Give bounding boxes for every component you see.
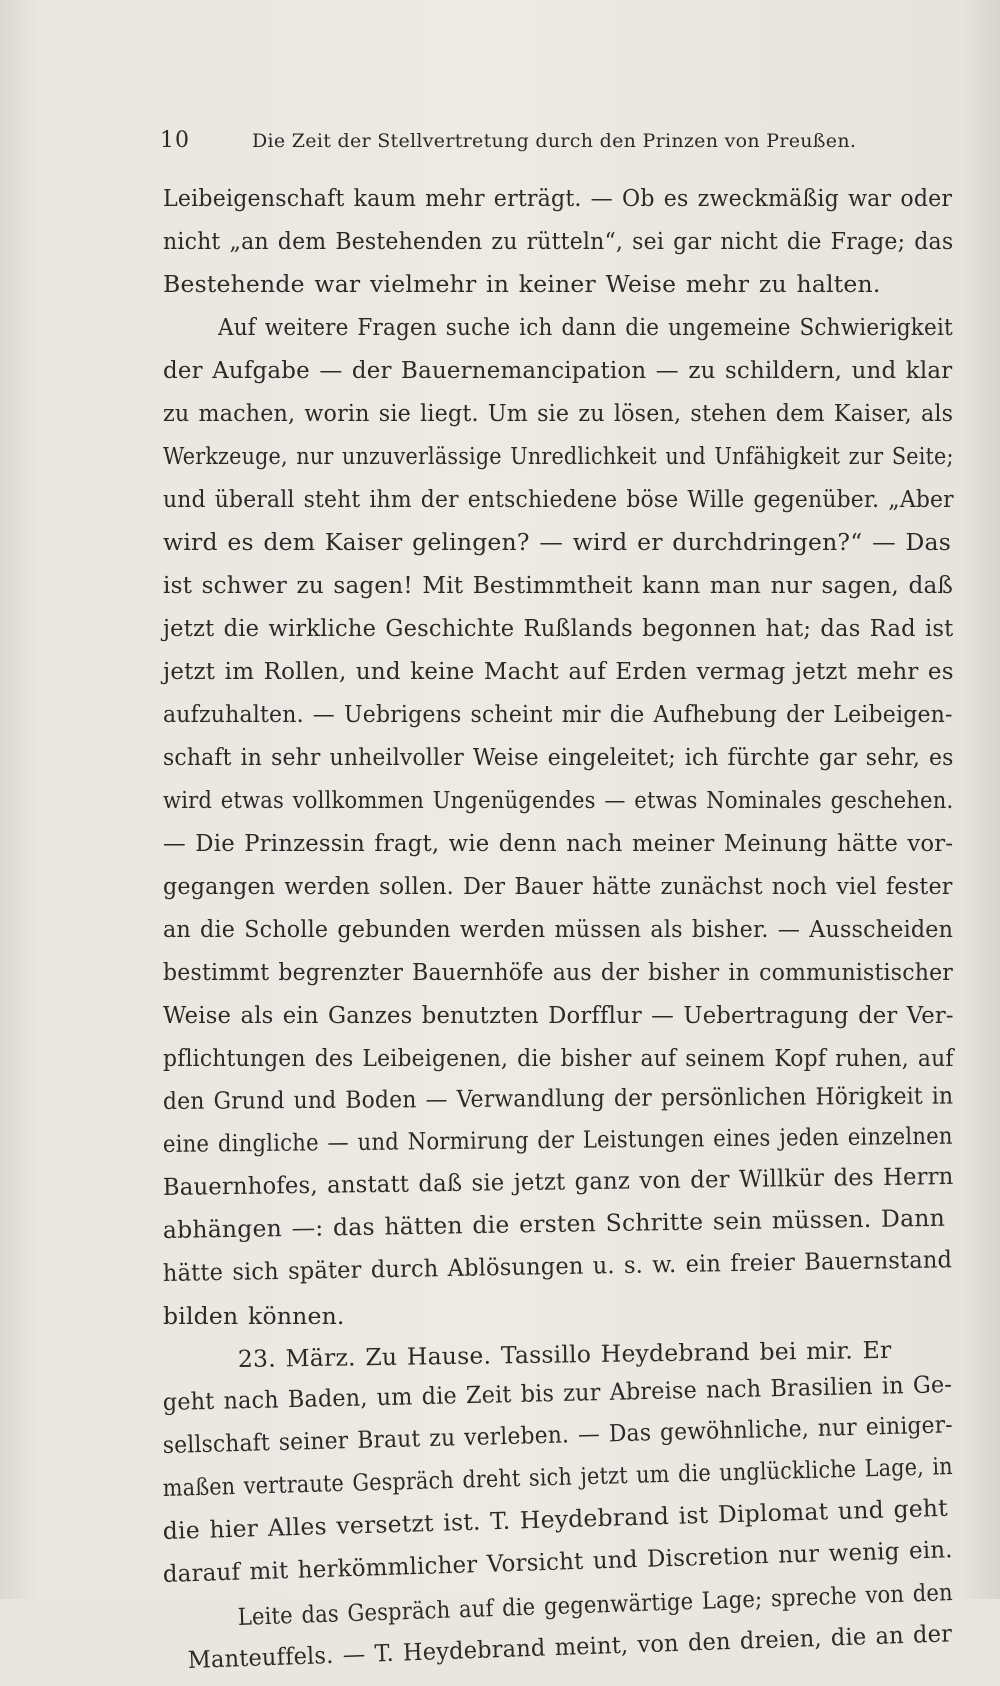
text-line: geht nach Baden, um die Zeit bis zur Abreise nach Brasilien in Ge-	[162, 1370, 953, 1416]
text-line: bilden können.	[163, 1302, 345, 1330]
text-line: ist schwer zu sagen! Mit Bestimmtheit kann man nur sagen, daß	[163, 571, 954, 599]
text-line: darauf mit herkömmlicher Vorsicht und Discretion nur wenig ein.	[162, 1535, 954, 1588]
text-line: jetzt die wirkliche Geschichte Rußlands begonnen hat; das Rad ist	[163, 614, 954, 642]
text-line: maßen vertraute Gespräch dreht sich jetzt um die unglückliche Lage, in	[162, 1451, 954, 1502]
text-line: wird etwas vollkommen Ungenügendes — etwas Nominales geschehen.	[163, 786, 954, 814]
text-line: Bestehende war vielmehr in keiner Weise mehr zu halten.	[163, 270, 881, 298]
text-line: sellschaft seiner Braut zu verleben. — Das gewöhnliche, nur einiger-	[162, 1410, 954, 1459]
text-line: Weise als ein Ganzes benutzten Dorfflur — Uebertragung der Ver-	[163, 1001, 954, 1029]
text-line: schaft in sehr unheilvoller Weise eingeleitet; ich fürchte gar sehr, es	[163, 743, 954, 771]
text-line: — Die Prinzessin fragt, wie denn nach meiner Meinung hätte vor-	[163, 829, 954, 857]
text-line: gegangen werden sollen. Der Bauer hätte zunächst noch viel fester	[163, 872, 953, 900]
text-line: und überall steht ihm der entschiedene böse Wille gegenüber. „Aber	[163, 485, 954, 513]
text-line: hätte sich später durch Ablösungen u. s. w. ein freier Bauernstand	[162, 1245, 953, 1287]
page-number: 10	[160, 128, 190, 153]
text-line: Leibeigenschaft kaum mehr erträgt. — Ob es zweckmäßig war oder	[163, 184, 953, 212]
text-line: jetzt im Rollen, und keine Macht auf Erden vermag jetzt mehr es	[163, 657, 954, 685]
text-line: bestimmt begrenzter Bauernhöfe aus der bisher in communistischer	[163, 958, 953, 986]
text-line: abhängen —: das hätten die ersten Schritte sein müssen. Dann	[162, 1203, 946, 1244]
text-line: pflichtungen des Leibeigenen, die bisher auf seinem Kopf ruhen, auf	[163, 1044, 954, 1072]
text-line: eine dingliche — und Normirung der Leistungen eines jeden einzelnen	[162, 1121, 953, 1158]
text-line: Auf weitere Fragen suche ich dann die ungemeine Schwierigkeit	[218, 313, 953, 341]
running-head: Die Zeit der Stellvertretung durch den Prinzen von Preußen.	[252, 130, 857, 152]
text-line: der Aufgabe — der Bauernemancipation — zu schildern, und klar	[163, 356, 953, 384]
text-line: nicht „an dem Bestehenden zu rütteln“, sei gar nicht die Frage; das	[163, 227, 954, 255]
text-line: Werkzeuge, nur unzuverlässige Unredlichkeit und Unfähigkeit zur Seite;	[163, 442, 954, 470]
text-line: an die Scholle gebunden werden müssen als bisher. — Ausscheiden	[163, 915, 954, 943]
text-line: aufzuhalten. — Uebrigens scheint mir die Aufhebung der Leibeigen-	[163, 700, 953, 728]
text-line: Bauernhofes, anstatt daß sie jetzt ganz von der Willkür des Herrn	[162, 1161, 954, 1201]
text-line: die hier Alles versetzt ist. T. Heydebrand ist Diplomat und geht	[162, 1493, 949, 1545]
text-line: zu machen, worin sie liegt. Um sie zu lösen, stehen dem Kaiser, als	[163, 399, 954, 427]
page-header	[160, 128, 880, 168]
text-line: 23. März. Zu Hause. Tassillo Heydebrand bei mir. Er	[237, 1335, 892, 1373]
text-line: Leite das Gespräch auf die gegenwärtige Lage; spreche von den	[237, 1578, 954, 1631]
text-line: den Grund und Boden — Verwandlung der persönlichen Hörigkeit in	[162, 1081, 954, 1115]
text-line: wird es dem Kaiser gelingen? — wird er durchdringen?“ — Das	[163, 528, 951, 556]
text-line: Manteuffels. — T. Heydebrand meint, von den dreien, die an der	[187, 1619, 953, 1674]
